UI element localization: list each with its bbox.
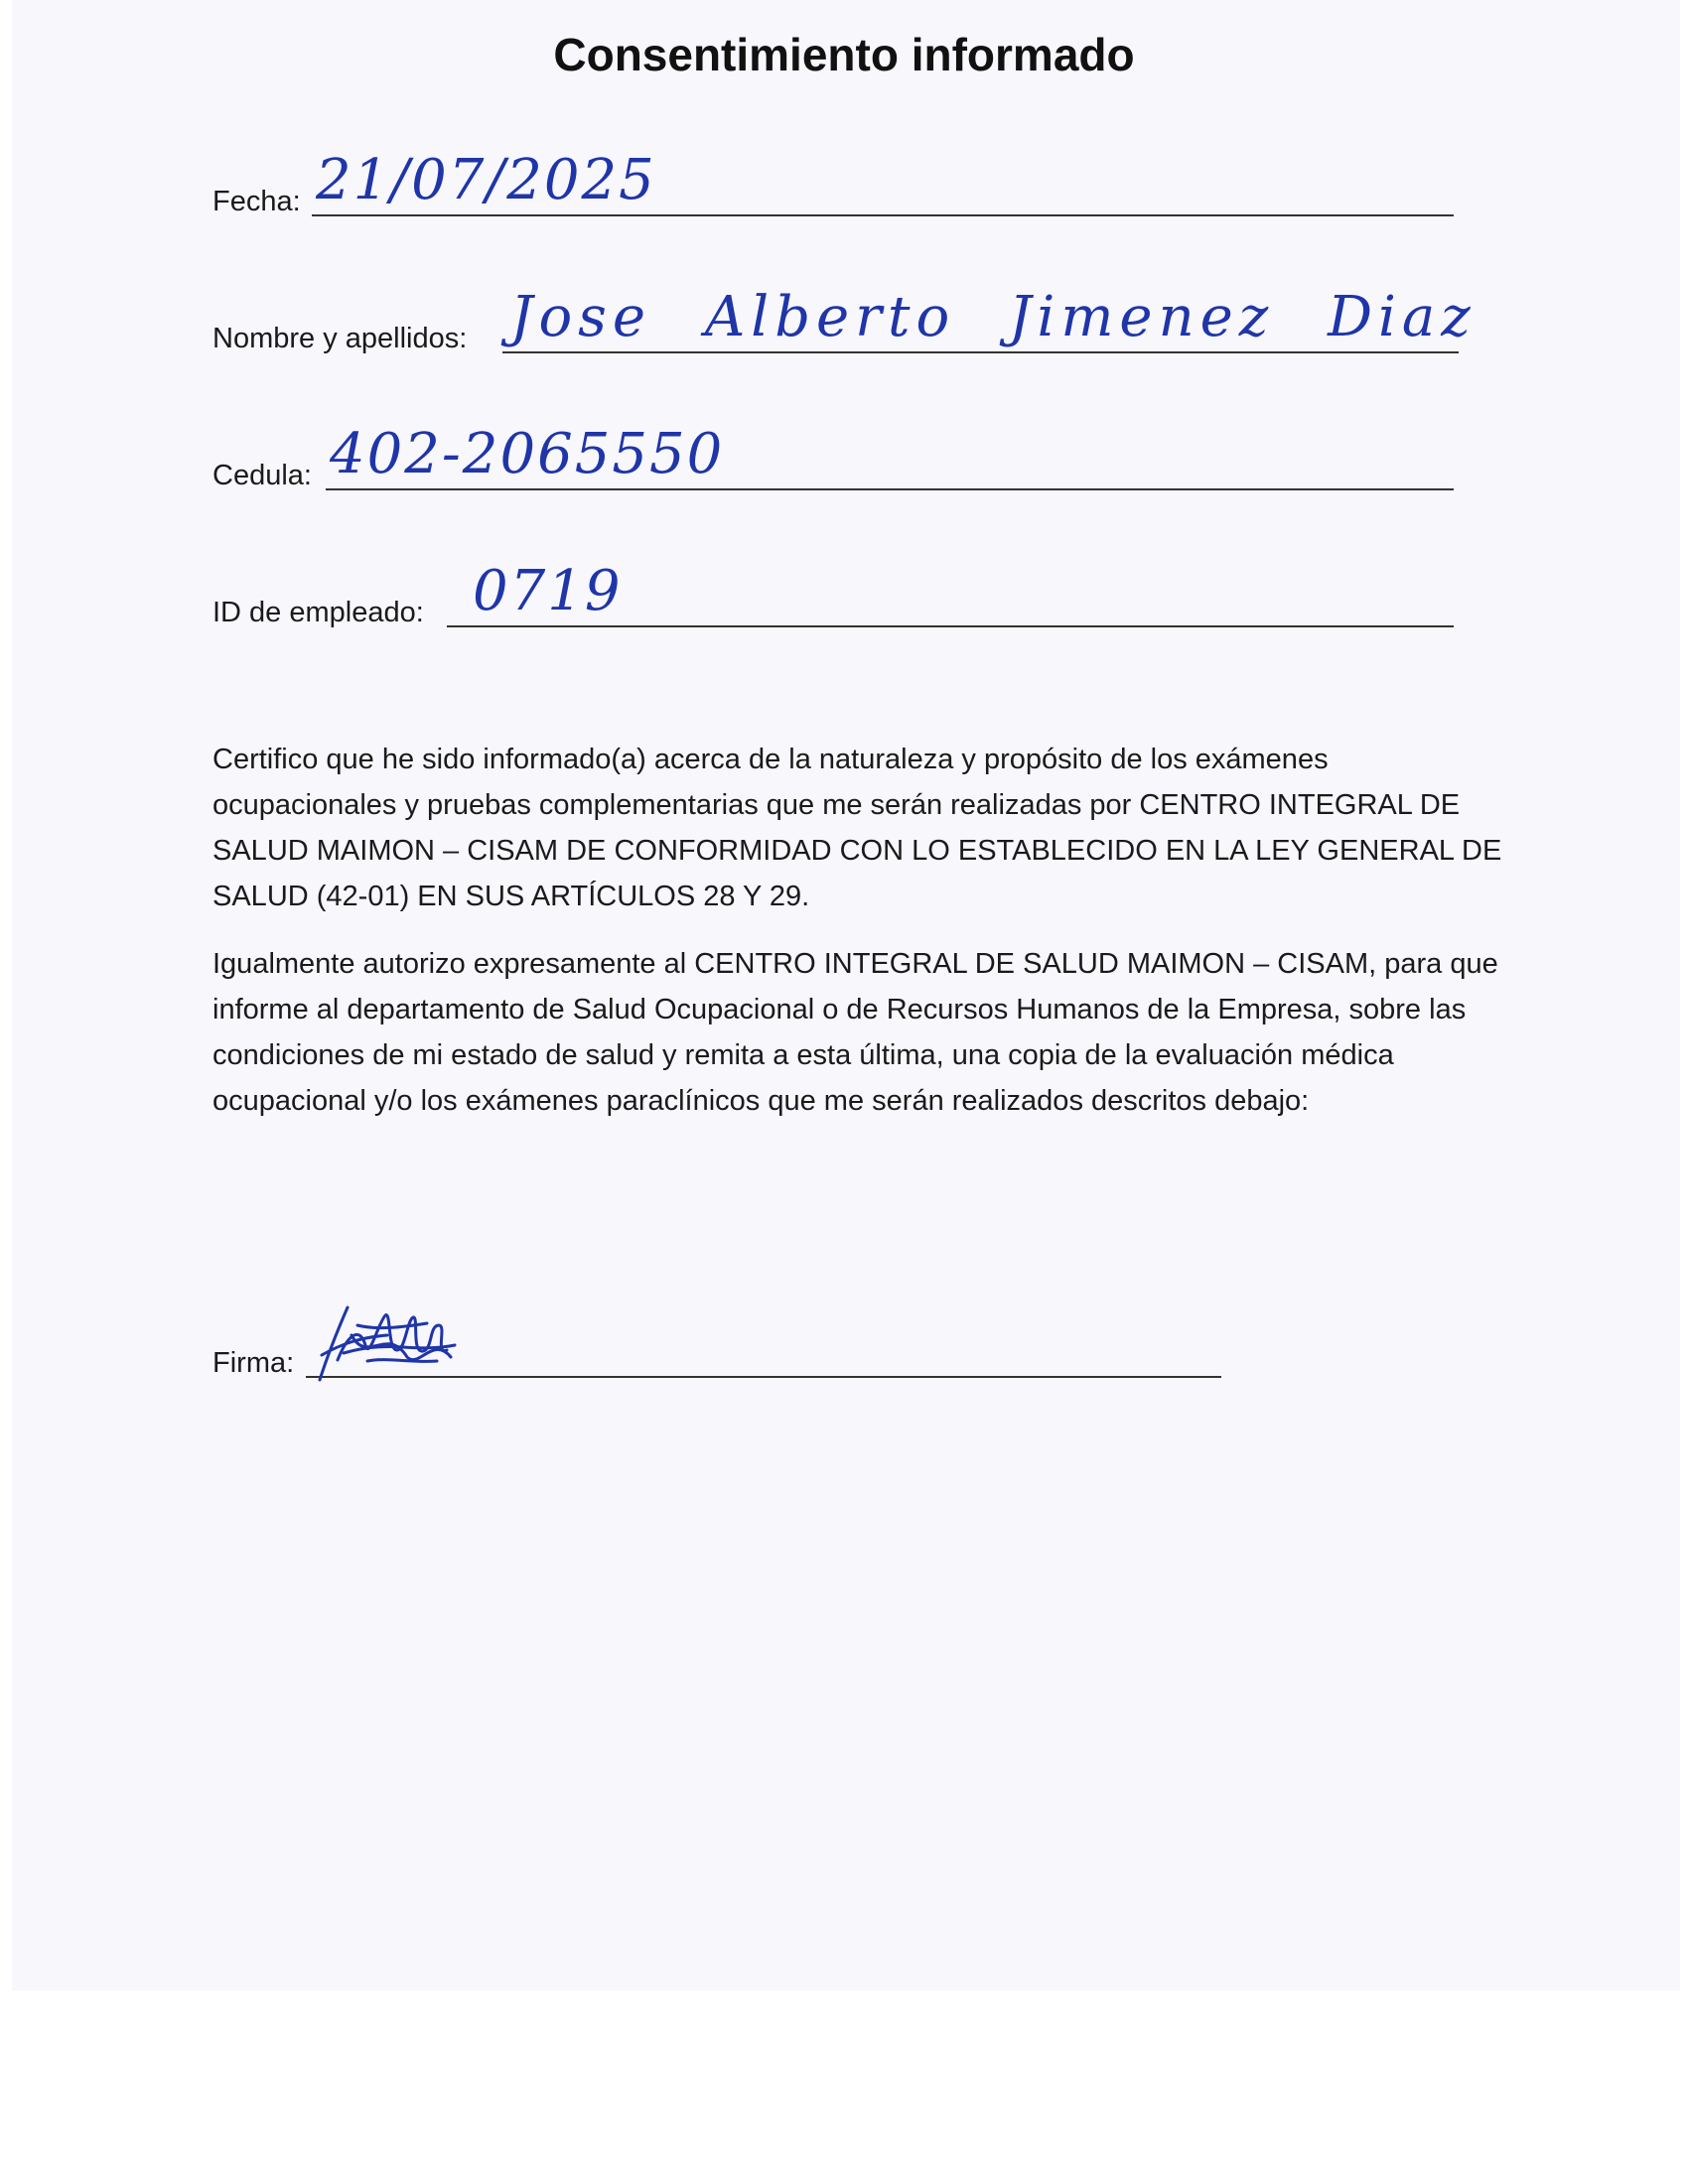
cedula-label: Cedula: xyxy=(212,460,312,491)
fecha-field xyxy=(212,148,1454,218)
nombre-label: Nombre y apellidos: xyxy=(212,323,468,354)
consent-paragraph-1: Certifico que he sido informado(a) acerca de la naturaleza y propósito de los exámenes ocupacionales y pruebas complementarias que me serán realizadas por CENTRO INTEGRAL DE SALUD MAIMON – CISAM DE CONFORMIDAD CON LO ESTABLECIDO EN LA LEY GENERAL DE SALUD (42-01) EN SUS ARTÍCULOS 28 Y 29. xyxy=(212,744,1502,912)
nombre-field xyxy=(212,285,1477,355)
handwritten-signature xyxy=(308,1296,467,1385)
nombre-line xyxy=(502,351,1459,353)
empleado-field xyxy=(212,559,1454,629)
cedula-handwritten-value: 402-2065550 xyxy=(330,422,725,486)
fecha-line xyxy=(312,214,1454,216)
empleado-handwritten-value: 0719 xyxy=(473,559,623,623)
page-title: Consentimiento informado xyxy=(553,29,1135,80)
nombre-handwritten-value: Jose Alberto Jimenez Diaz xyxy=(510,285,1477,349)
cedula-line xyxy=(326,488,1454,490)
empleado-line xyxy=(447,625,1454,627)
consent-paragraph-2: Igualmente autorizo expresamente al CENTRO INTEGRAL DE SALUD MAIMON – CISAM, para que informe al departamento de Salud Ocupacional o de Recursos Humanos de la Empresa, sobre las condiciones de mi estado de salud y remita a esta última, una copia de la evaluación médica ocupacional y/o los exámenes paraclínicos que me serán realizados descritos debajo: xyxy=(212,948,1498,1117)
fecha-handwritten-value: 21/07/2025 xyxy=(316,148,656,212)
firma-label: Firma: xyxy=(212,1347,295,1379)
fecha-label: Fecha: xyxy=(212,186,301,217)
empleado-label: ID de empleado: xyxy=(212,597,424,628)
cedula-field xyxy=(212,422,1454,492)
